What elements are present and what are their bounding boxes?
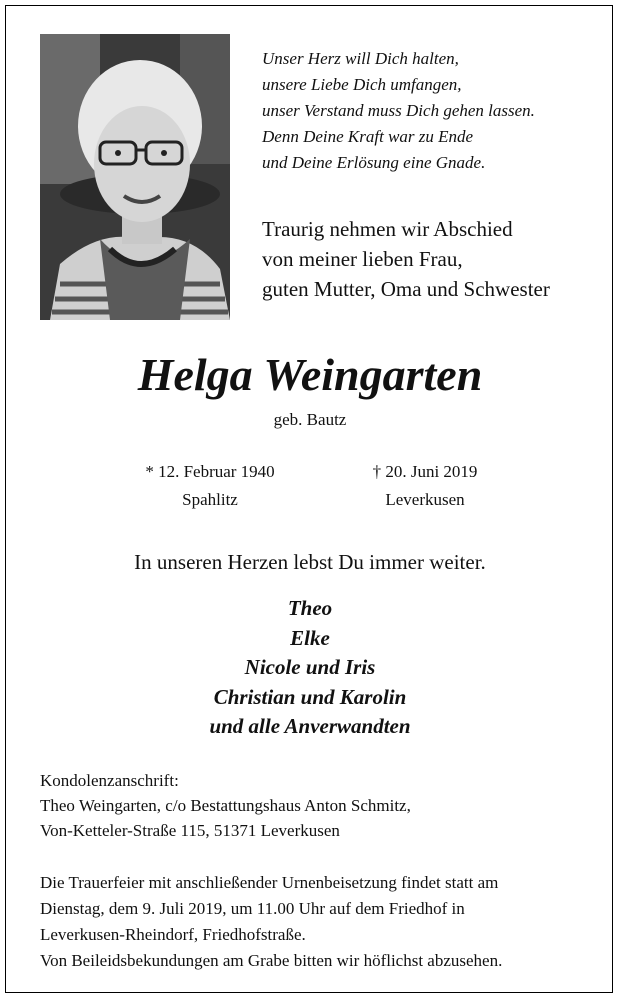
- family-member: und alle Anverwandten: [209, 714, 411, 738]
- poem-line: unsere Liebe Dich umfangen,: [262, 75, 462, 94]
- portrait-photo: [40, 34, 230, 320]
- poem: [262, 46, 602, 176]
- birth-name: geb. Bautz: [273, 410, 347, 429]
- poem-line: Denn Deine Kraft war zu Ende: [262, 127, 474, 146]
- notice-line: Leverkusen-Rheindorf, Friedhofstraße.: [40, 925, 306, 944]
- death-info: [330, 458, 520, 514]
- family-member: Nicole und Iris: [244, 655, 376, 679]
- family-list: [0, 594, 620, 742]
- intro-line: Traurig nehmen wir Abschied: [262, 217, 513, 241]
- death-place: Leverkusen: [385, 490, 465, 509]
- address-line: Theo Weingarten, c/o Bestattungshaus Anton Schmitz,: [40, 796, 411, 815]
- deceased-name: Helga Weingarten: [137, 349, 483, 400]
- family-member: Elke: [290, 625, 330, 650]
- notice-line: Dienstag, dem 9. Juli 2019, um 11.00 Uhr auf dem Friedhof in: [40, 899, 465, 918]
- portrait-photo-icon: [40, 34, 230, 320]
- death-date: † 20. Juni 2019: [372, 462, 478, 481]
- address-line: Kondolenzanschrift:: [40, 771, 179, 790]
- birth-date: * 12. Februar 1940: [145, 462, 275, 481]
- address-line: Von-Ketteler-Straße 115, 51371 Leverkusen: [40, 821, 340, 840]
- family-member: Christian und Karolin: [213, 684, 407, 709]
- poem-line: und Deine Erlösung eine Gnade.: [262, 153, 486, 172]
- condolence-address: [40, 768, 600, 843]
- intro-line: guten Mutter, Oma und Schwester: [262, 277, 550, 301]
- birth-place: Spahlitz: [182, 490, 238, 509]
- motto: In unseren Herzen lebst Du immer weiter.: [134, 550, 486, 574]
- intro-text: [262, 214, 602, 304]
- family-member: Theo: [287, 596, 333, 620]
- poem-line: unser Verstand muss Dich gehen lassen.: [262, 101, 535, 120]
- funeral-notice: [40, 870, 600, 974]
- notice-line: Von Beileidsbekundungen am Grabe bitten wir höflichst abzusehen.: [40, 951, 503, 970]
- birth-info: [110, 458, 310, 514]
- poem-line: Unser Herz will Dich halten,: [262, 49, 459, 68]
- intro-line: von meiner lieben Frau,: [262, 247, 463, 271]
- notice-line: Die Trauerfeier mit anschließender Urnenbeisetzung findet statt am: [40, 873, 499, 892]
